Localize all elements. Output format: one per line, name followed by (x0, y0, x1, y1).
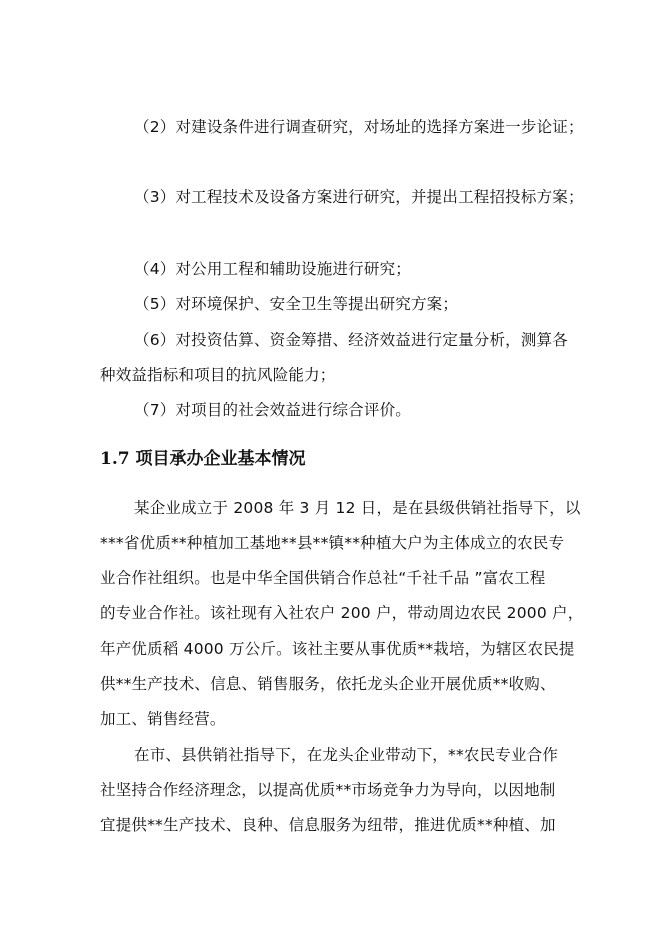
paragraph-1-line: 加工、销售经营。 (100, 710, 226, 728)
paragraph-2-line: 宜提供**生产技术、良种、信息服务为纽带，推进优质**种植、加 (100, 816, 556, 834)
paragraph-1-line: 供**生产技术、信息、销售服务，依托龙头企业开展优质**收购、 (100, 675, 556, 693)
paragraph-1-line: ***省优质**种植加工基地**县**镇**种植大户为主体成立的农民专 (100, 534, 565, 552)
paragraph-2-line: 社坚持合作经济理念，以提高优质**市场竞争力为导向，以因地制 (100, 781, 556, 799)
list-item-6-continued: 种效益指标和项目的抗风险能力； (100, 366, 336, 384)
list-item-6: （6）对投资估算、资金筹措、经济效益进行定量分析，测算各 (134, 331, 568, 349)
paragraph-1-line: 业合作社组织。也是中华全国供销合作总社“千社千品 ”富农工程 (100, 569, 546, 587)
paragraph-1-line: 的专业合作社。该社现有入社农户 200 户，带动周边农民 2000 户， (100, 604, 584, 622)
list-item-3: （3）对工程技术及设备方案进行研究，并提出工程招投标方案； (134, 188, 584, 206)
paragraph-1-line: 年产优质稻 4000 万公斤。该社主要从事优质**栽培，为辖区农民提 (100, 640, 575, 658)
list-item-5: （5）对环境保护、安全卫生等提出研究方案； (134, 295, 459, 313)
paragraph-1-line: 某企业成立于 2008 年 3 月 12 日，是在县级供销社指导下，以 (134, 499, 581, 517)
list-item-7: （7）对项目的社会效益进行综合评价。 (134, 401, 411, 419)
list-item-2: （2）对建设条件进行调查研究，对场址的选择方案进一步论证； (134, 118, 584, 136)
list-item-4: （4）对公用工程和辅助设施进行研究； (134, 260, 411, 278)
paragraph-2-line: 在市、县供销社指导下，在龙头企业带动下，**农民专业合作 (134, 746, 559, 764)
section-heading: 1.7 项目承办企业基本情况 (100, 449, 306, 469)
